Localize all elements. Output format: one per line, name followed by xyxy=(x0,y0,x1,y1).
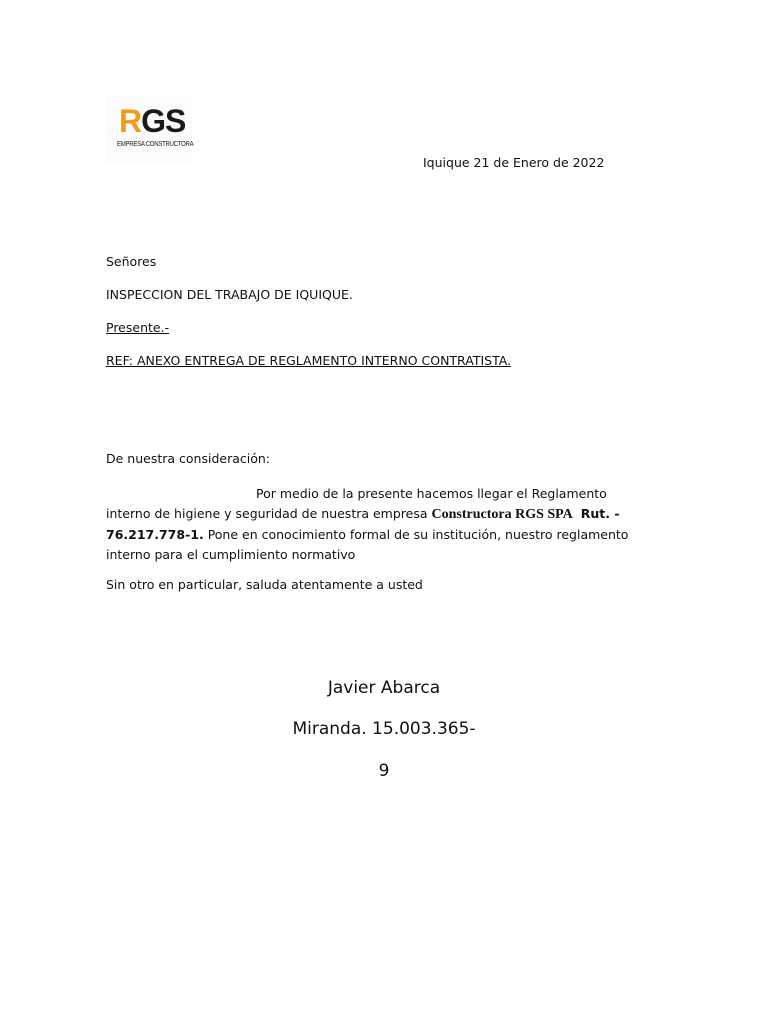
presente-line: Presente.- xyxy=(106,320,170,335)
greeting: De nuestra consideración: xyxy=(106,451,270,466)
company-name: Constructora RGS SPA xyxy=(431,507,573,522)
company-rut: Rut. - 76.217.778-1. xyxy=(106,506,620,542)
letter-date: Iquique 21 de Enero de 2022 xyxy=(423,155,605,170)
logo-subtitle: EMPRESA CONSTRUCTORA xyxy=(117,141,194,148)
logo-mark xyxy=(119,104,185,138)
signatory-rut-line2: 9 xyxy=(378,761,390,781)
closing-line: Sin otro en particular, saluda atentamente a usted xyxy=(106,577,423,592)
signatory-rut-line1: Miranda. 15.003.365- xyxy=(292,719,476,739)
company-logo xyxy=(106,96,192,164)
reference-line: REF: ANEXO ENTREGA DE REGLAMENTO INTERNO CONTRATISTA. xyxy=(106,353,512,368)
body-text-part1: Por medio de la presente hacemos llegar el Reglamento interno de higiene y seguridad de nuestra empresa xyxy=(106,486,607,521)
salutation: Señores xyxy=(106,254,157,269)
body-text-part2: Pone en conocimiento formal de su institución, nuestro reglamento interno para el cumplimiento normativo xyxy=(106,527,629,562)
logo-letters-gs: GS xyxy=(141,103,186,139)
signatory-name: Javier Abarca xyxy=(327,678,441,698)
body-paragraph xyxy=(106,484,646,565)
recipient: INSPECCION DEL TRABAJO DE IQUIQUE. xyxy=(106,287,353,302)
logo-letter-r: R xyxy=(119,103,142,139)
